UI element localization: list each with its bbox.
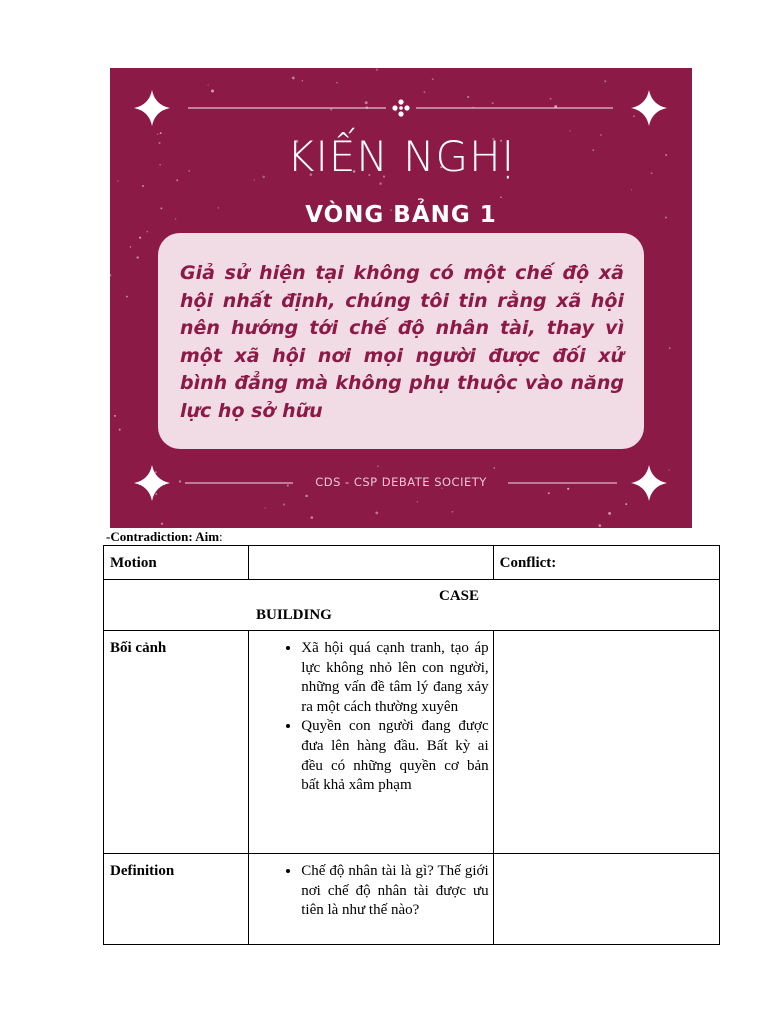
sparkle-dot xyxy=(305,495,308,498)
sparkle-dot xyxy=(254,179,255,180)
sparkle-dot xyxy=(452,511,454,513)
sparkle-dot xyxy=(432,78,434,80)
contradiction-caption xyxy=(106,528,223,545)
sparkle-dot xyxy=(119,429,121,431)
case-building-cell xyxy=(104,580,720,631)
sparkle-dot xyxy=(633,115,635,117)
sparkle-dot xyxy=(330,109,332,111)
sparkle-dot xyxy=(292,76,295,79)
sparkle-dot xyxy=(208,85,209,86)
case-table xyxy=(103,545,720,945)
sparkle-dot xyxy=(668,469,670,471)
sparkle-dot xyxy=(161,523,163,525)
context-list xyxy=(249,631,492,796)
table-row-definition xyxy=(104,854,720,945)
sparkle-dot xyxy=(608,512,611,515)
sparkle-dot xyxy=(500,196,502,198)
sparkle-dot xyxy=(467,96,469,98)
definition-list xyxy=(249,854,492,921)
sparkle-dot xyxy=(376,69,378,71)
motion-value xyxy=(249,546,492,554)
sparkle-dot xyxy=(417,501,418,502)
motion-banner xyxy=(110,68,692,528)
sparkle-dot xyxy=(265,507,266,508)
sparkle-dot xyxy=(604,80,606,82)
definition-label: Definition xyxy=(110,863,175,879)
context-notes-cell xyxy=(493,631,719,854)
table-row-motion xyxy=(104,546,720,580)
fleur-icon xyxy=(392,99,409,116)
case-heading-line2: BUILDING xyxy=(256,607,332,623)
context-items-cell xyxy=(249,631,493,854)
sparkle-dot xyxy=(160,132,162,134)
table-row-case-building xyxy=(104,580,720,631)
sparkle-dot xyxy=(114,415,116,417)
list-item: • Quyền con người đang được đưa lên hàng đầu. Bất kỳ ai đều có những quyền cơ bản bất khả xâm phạm xyxy=(301,717,488,795)
definition-label-cell xyxy=(104,854,249,945)
sparkle-dot xyxy=(310,516,313,519)
definition-notes-cell xyxy=(493,854,719,945)
sparkle-dot xyxy=(283,503,285,505)
motion-box xyxy=(158,233,644,449)
motion-label-cell xyxy=(104,546,249,580)
sparkle-dot xyxy=(548,492,550,494)
sparkle-dot xyxy=(669,347,671,349)
conflict-label: Conflict: xyxy=(499,555,557,571)
sparkle-dot xyxy=(157,133,158,134)
motion-label: Motion xyxy=(110,555,157,571)
table-row-context xyxy=(104,631,720,854)
banner-title: KIẾN NGHỊ xyxy=(286,132,516,181)
context-label: Bối cảnh xyxy=(110,640,167,656)
sparkle-dot xyxy=(155,493,157,495)
case-heading-line1: CASE xyxy=(439,588,480,604)
sparkle-dot xyxy=(365,101,368,104)
sparkle-dot xyxy=(625,503,627,505)
sparkle-dot xyxy=(492,102,494,104)
sparkle-dot xyxy=(302,80,303,81)
sparkle-dot xyxy=(176,179,178,181)
banner-subtitle: VÒNG BẢNG 1 xyxy=(305,202,497,228)
conflict-cell xyxy=(493,546,719,580)
sparkle-dot xyxy=(598,524,601,527)
sparkle-dot xyxy=(110,274,111,277)
sparkle-dot xyxy=(550,98,552,100)
sparkle-dot xyxy=(211,90,214,93)
sparkle-dot xyxy=(493,467,495,469)
contradiction-label: -Contradiction: Aim xyxy=(106,529,220,544)
sparkle-dot xyxy=(569,130,571,132)
sparkle-dot xyxy=(126,296,128,298)
motion-text: Giả sử hiện tại không có một chế độ xã hội nhất định, chúng tôi tin rằng xã hội nên hướng tới chế độ nhân tài, thay vì một xã hội nơi mọi người được đối xử bình đẳng mà không phụ thuộc vào năng lực họ sở hữu xyxy=(180,262,624,422)
sparkle-dot xyxy=(142,185,144,187)
list-item: • Xã hội quá cạnh tranh, tạo áp lực không nhỏ lên con người, những vấn đề tâm lý đang xảy ra một cách thường xuyên xyxy=(301,639,488,717)
sparkle-dot xyxy=(139,237,141,239)
context-label-cell xyxy=(104,631,249,854)
sparkle-dot xyxy=(136,256,138,258)
contradiction-suffix: : xyxy=(219,529,223,544)
motion-value-cell xyxy=(249,546,493,580)
sparkle-dot xyxy=(379,182,382,185)
sparkle-dot xyxy=(375,512,378,515)
sparkle-dot xyxy=(146,231,148,233)
sparkle-dot xyxy=(117,180,118,181)
definition-items-cell xyxy=(249,854,493,945)
sparkle-dot xyxy=(631,189,632,190)
sparkle-dot xyxy=(130,246,132,248)
sparkle-icon-top-right xyxy=(631,90,667,126)
list-item: • Chế độ nhân tài là gì? Thế giới nơi chế độ nhân tài được ưu tiên là như thế nào? xyxy=(301,862,488,921)
banner-footer: CDS - CSP DEBATE SOCIETY xyxy=(315,475,487,489)
sparkle-icon-top-left xyxy=(134,90,170,126)
sparkle-dot xyxy=(336,82,337,83)
sparkle-dot xyxy=(377,466,378,467)
sparkle-dot xyxy=(423,91,425,93)
